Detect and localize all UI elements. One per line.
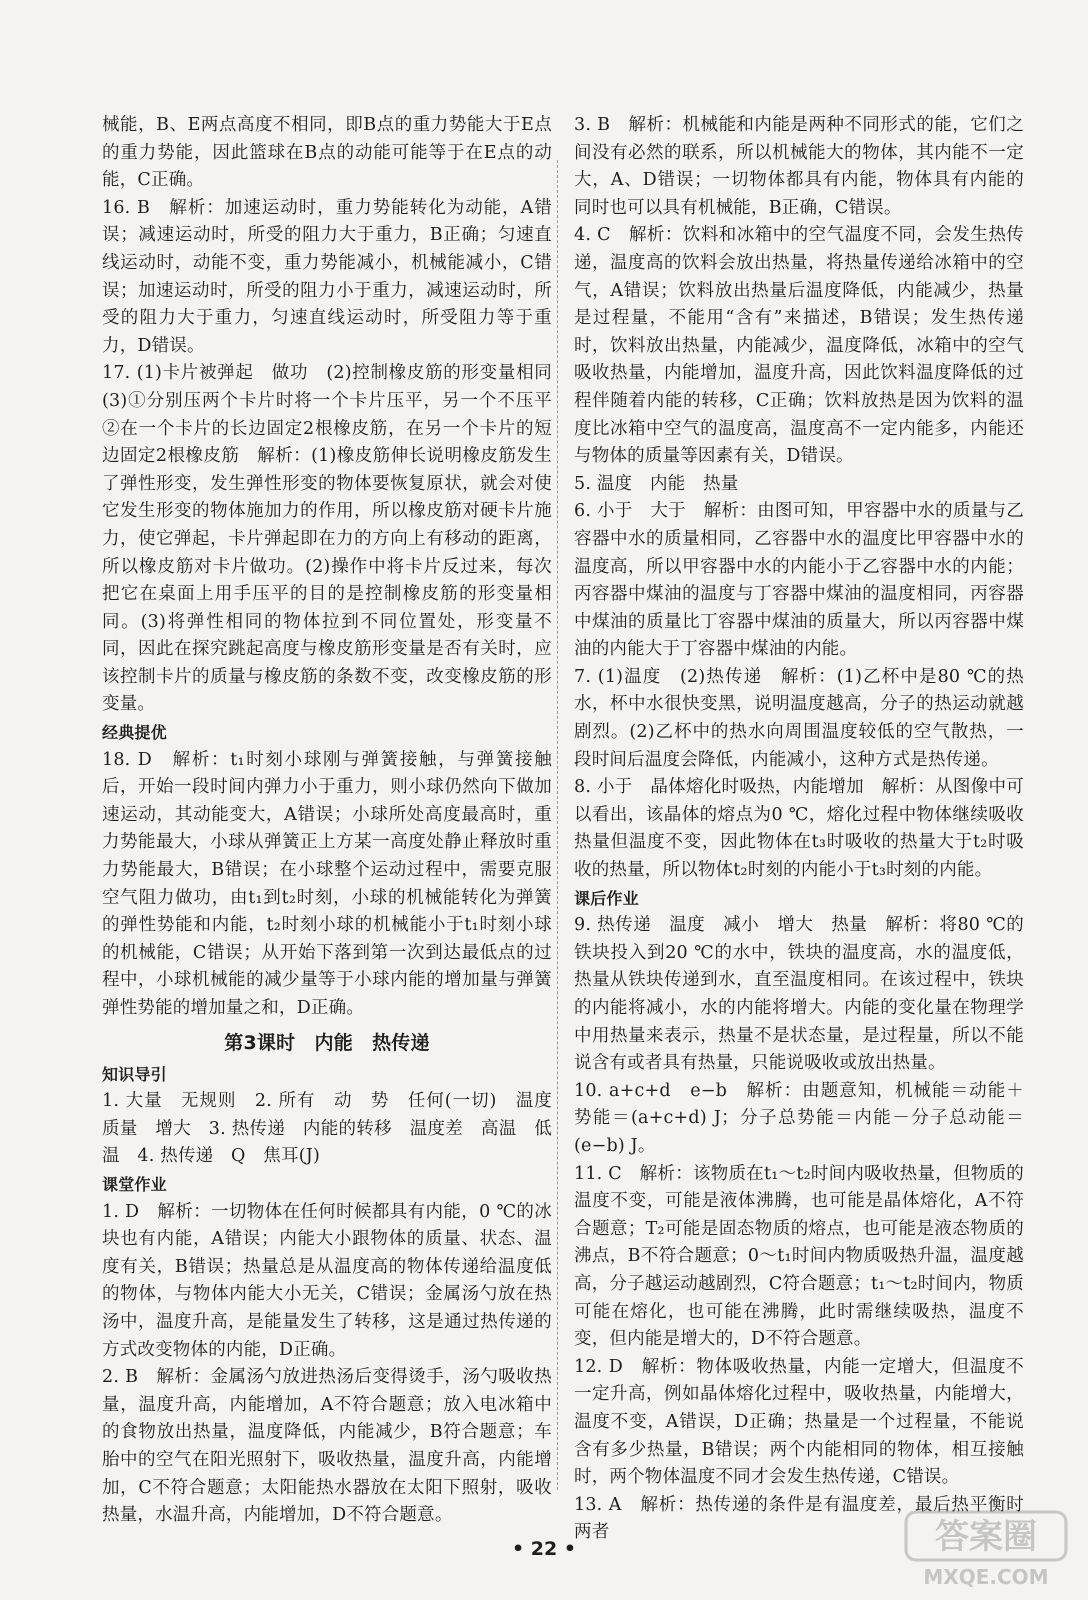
answer-paragraph: 3. B 解析：机械能和内能是两种不同形式的能，它们之间没有必然的联系，所以机械能大的物体，其内能不一定大，A、D错误；一切物体都具有内能，物体具有内能的同时也可以具有机械能，B正确，C错误。 bbox=[574, 115, 1024, 218]
answer-paragraph: 1. D 解析：一切物体在任何时候都具有内能，0 ℃的冰块也有内能，A错误；内能大小跟物体的质量、状态、温度有关，B错误；热量总是从温度高的物体传递给温度低的物体，与物体内能大小无关，C错误；金属汤勺放在热汤中，温度升高，是能量发生了转移，这是通过热传递的方式改变物体的内能，D正确。 bbox=[102, 1201, 552, 1360]
answer-paragraph: 械能，B、E两点高度不相同，即B点的重力势能大于E点的重力势能，因此篮球在B点的动能可能等于在E点的动能，C正确。 bbox=[102, 115, 552, 191]
answer-paragraph: 4. C 解析：饮料和冰箱中的空气温度不同，会发生热传递，温度高的饮料会放出热量，将热量传递给冰箱中的空气，A错误；饮料放出热量后温度降低，内能减少，热量是过程量，不能用“含有”来描述，B错误；发生热传递时，饮料放出热量，内能减少，温度降低，冰箱中的空气吸收热量，内能增加，温度升高，因此饮料温度降低的过程伴随着内能的转移，C正确；饮料放热是因为饮料的温度比冰箱中空气的温度高，温度高不一定内能多，内能还与物体的质量等因素有关，D错误。 bbox=[574, 225, 1024, 467]
answer-paragraph: 9. 热传递 温度 减小 增大 热量 解析：将80 ℃的铁块投入到20 ℃的水中，铁块的温度高，水的温度低，热量从铁块传递到水，直至温度相同。在该过程中，铁块的内能将减小，水的内能将增大。内能的变化量在物理学中用热量来表示，热量不是状态量，是过程量，所以不能说含有或者具有热量，只能说吸收或放出热量。 bbox=[574, 915, 1024, 1074]
answer-paragraph: 1. 大量 无规则 2. 所有 动 势 任何(一切) 温度 质量 增大 3. 热传递 内能的转移 温度差 高温 低温 4. 热传递 Q 焦耳(J) bbox=[102, 1091, 570, 1167]
answer-paragraph: 7. (1)温度 (2)热传递 解析：(1)乙杯中是80 ℃的热水，杯中水很快变黑，说明温度越高，分子的热运动就越剧烈。(2)乙杯中的热水向周围温度较低的空气散热，一段时间后温度会降低，内能减小，这种方式是热传递。 bbox=[574, 666, 1024, 770]
column-divider bbox=[557, 160, 558, 1490]
answer-paragraph: 5. 温度 内能 热量 bbox=[574, 473, 739, 494]
section-heading: 经典提优 bbox=[102, 723, 167, 743]
answer-paragraph: 18. D 解析：t₁时刻小球刚与弹簧接触，与弹簧接触后，开始一段时间内弹力小于重力，则小球仍然向下做加速运动，其动能变大，A错误；小球所处高度最高时，重力势能最大，小球从弹簧正上方某一高度处静止释放时重力势能最大，B错误；在小球整个运动过程中，需要克服空气阻力做功，由t₁到t₂时刻，小球的机械能转化为弹簧的弹性势能和内能，t₂时刻小球的机械能小于t₁时刻小球的机械能，C错误；从开始下落到第一次到达最低点的过程中，小球机械能的减少量等于小球内能的增加量与弹簧弹性势能的增加量之和，D正确。 bbox=[102, 749, 552, 1018]
answer-paragraph: 17. (1)卡片被弹起 做功 (2)控制橡皮筋的形变量相同 (3)①分别压两个卡片时将一个卡片压平，另一个不压平 ②在一个卡片的长边固定2根橡皮筋，在另一个卡片的短边固定2根橡皮筋 解析：(1)橡皮筋伸长说明橡皮筋发生了弹性形变，发生弹性形变的物体要恢复原状，就会对使它发生形变的物体施加力的作用，所以橡皮筋对硬卡片施力，使它弹起，卡片弹起即在力的方向上有移动的距离，所以橡皮筋对卡片做功。(2)操作中将卡片反过来，每次把它在桌面上用手压平的目的是控制橡皮筋的形变量相同。(3)将弹性相同的物体拉到不同位置处，形变量不同，因此在探究跳起高度与橡皮筋形变量是否有关时，应该控制卡片的质量与橡皮筋的条数不变，改变橡皮筋的形变量。 bbox=[102, 363, 570, 715]
watermark-site-text: MXQE.COM bbox=[923, 1565, 1049, 1589]
answer-paragraph: 6. 小于 大于 解析：由图可知，甲容器中水的质量与乙容器中水的质量相同，乙容器中水的温度比甲容器中水的温度高，所以甲容器中水的内能小于乙容器中水的内能；丙容器中煤油的温度与丁容器中煤油的温度相同，丙容器中煤油的质量比丁容器中煤油的质量大，所以丙容器中煤油的内能大于丁容器中煤油的内能。 bbox=[574, 501, 1024, 660]
answer-paragraph: 16. B 解析：加速运动时，重力势能转化为动能，A错误；减速运动时，所受的阻力大于重力，B正确；匀速直线运动时，动能不变，重力势能减小，机械能减小，C错误；加速运动时，所受的阻力小于重力，减速运动时，所受的阻力大于重力，匀速直线运动时，所受阻力等于重力，D错误。 bbox=[102, 197, 552, 356]
watermark-logo-text: 答案圈 bbox=[935, 1517, 1037, 1557]
section-heading: 课后作业 bbox=[574, 888, 639, 908]
answer-paragraph: 2. B 解析：金属汤勺放进热汤后变得烫手，汤勺吸收热量，温度升高，内能增加，A不符合题意；放入电冰箱中的食物放出热量，温度降低，内能减少，B符合题意；车胎中的空气在阳光照射下，吸收热量，温度升高，内能增加，C不符合题意；太阳能热水器放在太阳下照射，吸收热量，水温升高，内能增加，D不符合题意。 bbox=[102, 1367, 552, 1526]
answer-paragraph: 11. C 解析：该物质在t₁～t₂时间内吸收热量，但物质的温度不变，可能是液体沸腾，也可能是晶体熔化，A不符合题意；T₂可能是固态物质的熔点，也可能是液态物质的沸点，B不符合题意；0～t₁时间内物质吸热升温，温度越高，分子越运动越剧烈，C符合题意；t₁～t₂时间内，物质可能在熔化，也可能在沸腾，此时需继续吸热，温度不变，但内能是增大的，D不符合题意。 bbox=[574, 1163, 1024, 1350]
section-heading: 知识导引 bbox=[102, 1064, 167, 1084]
answer-paragraph: 10. a+c+d e−b 解析：由题意知，机械能＝动能＋势能＝(a+c+d) J；分子总势能＝内能－分子总动能＝(e−b) J。 bbox=[574, 1080, 1024, 1156]
section-heading: 课堂作业 bbox=[102, 1174, 167, 1194]
page-number: • 22 • bbox=[512, 1538, 576, 1560]
answer-paragraph: 8. 小于 晶体熔化时吸热，内能增加 解析：从图像中可以看出，该晶体的熔点为0 ℃，熔化过程中物体继续吸收热量但温度不变，因此物体在t₃时吸收的热量大于t₂时吸收的热量，所以物体t₂时刻的内能小于t₃时刻的内能。 bbox=[574, 777, 1024, 881]
answer-paragraph: 12. D 解析：物体吸收热量，内能一定增大，但温度不一定升高，例如晶体熔化过程中，吸收热量，内能增大，温度不变，A错误，D正确；热量是一个过程量，不能说含有多少热量，B错误；两个内能相同的物体，相互接触时，两个物体温度不同才会发生热传递，C错误。 bbox=[574, 1356, 1024, 1488]
watermark-logo bbox=[902, 1508, 1070, 1592]
left-column bbox=[102, 112, 570, 1530]
lesson-title: 第3课时 内能 热传递 bbox=[224, 1031, 430, 1054]
answer-paragraph: 13. A 解析：热传递的条件是有温度差，最后热平衡时两者 bbox=[574, 1494, 1024, 1543]
right-column bbox=[574, 112, 1024, 1547]
